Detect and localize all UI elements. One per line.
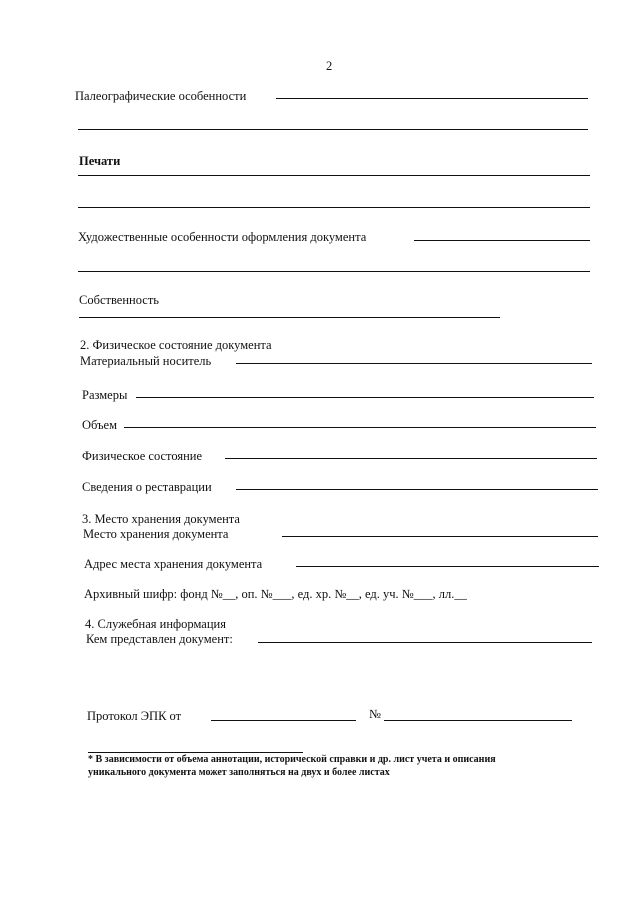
footnote-line-1: * В зависимости от объема аннотации, исторической справки и др. лист учета и описания	[88, 754, 496, 765]
physical-heading: 2. Физическое состояние документа	[80, 338, 272, 352]
submitted-by-label: Кем представлен документ:	[86, 632, 233, 646]
storage-heading: 3. Место хранения документа	[82, 512, 240, 526]
storage-address-label: Адрес места хранения документа	[84, 557, 263, 571]
submitted-by-fill-line	[258, 642, 592, 643]
number-sign: №	[369, 707, 381, 721]
service-heading: 4. Служебная информация	[85, 617, 226, 631]
storage-address-fill-line	[296, 566, 599, 567]
ownership-fill-line	[79, 317, 500, 318]
seals-label: Печати	[79, 154, 121, 168]
protocol-date-line	[211, 720, 356, 721]
seals-fill-line	[78, 175, 590, 176]
storage-place-label: Место хранения документа	[83, 527, 229, 541]
seals-fill-line-2	[78, 207, 590, 208]
material-label: Материальный носитель	[80, 354, 212, 368]
sizes-label: Размеры	[82, 388, 128, 402]
physical-state-label: Физическое состояние	[82, 449, 203, 463]
paleography-fill-line	[276, 98, 588, 99]
restoration-fill-line	[236, 489, 598, 490]
paleography-label: Палеографические особенности	[75, 89, 247, 103]
protocol-number-line	[384, 720, 572, 721]
artistic-label: Художественные особенности оформления документа	[78, 230, 367, 244]
artistic-fill-line-2	[78, 271, 590, 272]
volume-fill-line	[124, 427, 596, 428]
volume-label: Объем	[82, 418, 117, 432]
storage-place-fill-line	[282, 536, 598, 537]
protocol-label: Протокол ЭПК от	[87, 709, 182, 723]
page-number: 2	[326, 59, 333, 73]
restoration-label: Сведения о реставрации	[82, 480, 212, 494]
archive-code: Архивный шифр: фонд №__, оп. №___, ед. хр. №__, ед. уч. №___, лл.__	[84, 587, 467, 601]
ownership-label: Собственность	[79, 293, 159, 307]
material-fill-line	[236, 363, 592, 364]
artistic-fill-line	[414, 240, 590, 241]
paleography-fill-line-2	[78, 129, 588, 130]
footnote-line-2: уникального документа может заполняться на двух и более листах	[88, 767, 390, 778]
physical-state-fill-line	[225, 458, 597, 459]
sizes-fill-line	[136, 397, 594, 398]
